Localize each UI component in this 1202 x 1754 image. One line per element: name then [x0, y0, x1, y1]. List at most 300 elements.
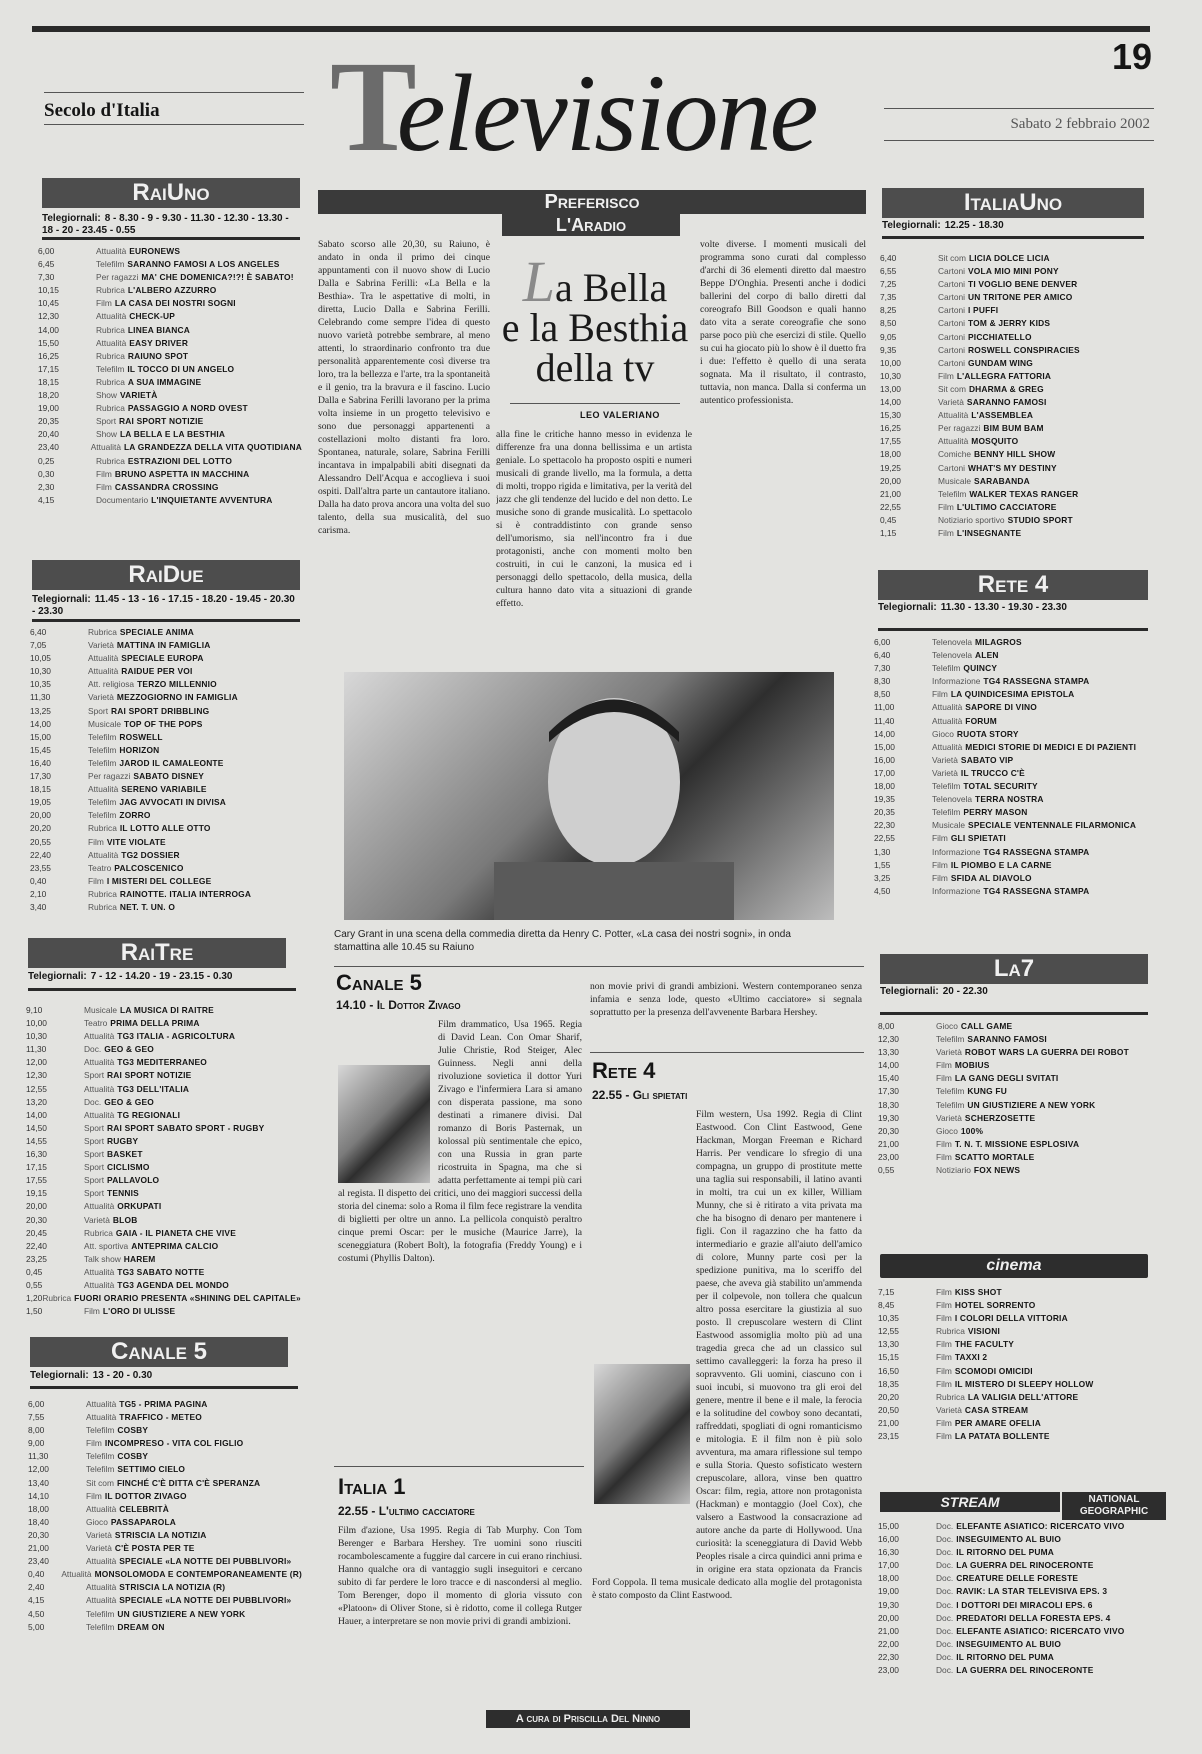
- schedule-genre: Telefilm: [88, 744, 117, 755]
- schedule-title: LA GANG DEGLI SVITATI: [954, 1073, 1059, 1084]
- schedule-genre: Attualità: [96, 311, 127, 322]
- schedule-time: 3,25: [874, 872, 891, 883]
- masthead-rule: [44, 92, 304, 93]
- schedule-row: [880, 488, 1152, 501]
- schedule-genre: Teatro: [84, 1018, 108, 1029]
- schedule-row: [26, 1069, 298, 1082]
- schedule-genre: Sport: [84, 1122, 105, 1133]
- schedule-row: [26, 1174, 298, 1187]
- schedule-time: 18,35: [878, 1378, 899, 1389]
- schedule-title: JAROD IL CAMALEONTE: [119, 757, 224, 768]
- schedule-genre: Cartoni: [938, 266, 965, 277]
- schedule-genre: Film: [936, 1339, 952, 1350]
- schedule-time: 19,35: [874, 794, 895, 805]
- schedule-title: SCOMODI OMICIDI: [954, 1365, 1033, 1376]
- schedule-title: SFIDA AL DIAVOLO: [950, 872, 1032, 883]
- schedule-title: TENNIS: [107, 1188, 139, 1199]
- schedule-genre: Attualità: [86, 1503, 117, 1514]
- schedule-genre: Attualità: [86, 1412, 117, 1423]
- schedule-genre: Attualità: [84, 1201, 115, 1212]
- divider: [878, 628, 1148, 631]
- schedule-row: [38, 415, 302, 428]
- schedule-row: [874, 754, 1152, 767]
- schedule-title: MONSOLOMODA E CONTEMPORANEAMENTE (R): [94, 1569, 302, 1580]
- schedule-time: 7,25: [880, 279, 897, 290]
- schedule-genre: Attualità: [84, 1266, 115, 1277]
- schedule-genre: Cartoni: [938, 331, 965, 342]
- schedule-row: [878, 1404, 1152, 1417]
- schedule-genre: Cartoni: [938, 292, 965, 303]
- schedule-time: 1,15: [880, 527, 897, 538]
- schedule-time: 8,45: [878, 1300, 895, 1311]
- schedule-title: L'ORO DI ULISSE: [102, 1306, 176, 1317]
- byline-rule: [510, 403, 680, 404]
- schedule-time: 12,30: [26, 1070, 47, 1081]
- schedule-title: TG3 MEDITERRANEO: [117, 1057, 208, 1068]
- schedule-title: SARANNO FAMOSI A LOS ANGELES: [127, 259, 280, 270]
- schedule-row: [30, 639, 302, 652]
- schedule-row: [874, 819, 1152, 832]
- schedule-title: TI VOGLIO BENE DENVER: [968, 279, 1078, 290]
- schedule-genre: Attualità: [938, 436, 969, 447]
- schedule-genre: Per ragazzi: [938, 423, 981, 434]
- schedule-row: [878, 1546, 1152, 1559]
- schedule-time: 20,20: [30, 823, 51, 834]
- schedule-time: 1,20: [26, 1293, 43, 1304]
- schedule-genre: Comiche: [938, 449, 972, 460]
- schedule-genre: Per ragazzi: [88, 771, 131, 782]
- schedule-time: 19,30: [878, 1112, 899, 1123]
- canale5-review-text: [338, 1018, 582, 1458]
- schedule-genre: Attualità: [84, 1279, 115, 1290]
- schedule-title: HORIZON: [119, 744, 160, 755]
- schedule-genre: Film: [932, 689, 948, 700]
- schedule-time: 17,15: [38, 363, 59, 374]
- schedule-time: 6,40: [880, 253, 897, 263]
- schedule-title: RAI SPORT SABATO SPORT - RUGBY: [107, 1122, 265, 1133]
- rete4-review-subtitle: 22.55 - Gli spietati: [592, 1088, 688, 1102]
- schedule-row: [874, 701, 1152, 714]
- schedule-title: INSEGUIMENTO AL BUIO: [956, 1638, 1062, 1649]
- schedule-title: GEO & GEO: [104, 1096, 154, 1107]
- tg-times-raidue: [32, 594, 300, 618]
- schedule-title: RAVIK: LA STAR TELEVISIVA EPS. 3: [956, 1586, 1108, 1597]
- schedule-genre: Attualità: [84, 1109, 115, 1120]
- schedule-title: PALLAVOLO: [107, 1175, 160, 1186]
- schedule-time: 12,00: [26, 1057, 47, 1068]
- schedule-title: TG3 ITALIA - AGRICOLTURA: [117, 1031, 236, 1042]
- page-number: 19: [1111, 36, 1152, 77]
- schedule-genre: Rubrica: [96, 324, 125, 335]
- masthead-rule: [44, 124, 304, 125]
- schedule-title: ALEN: [975, 650, 999, 661]
- schedule-time: 20,00: [878, 1612, 899, 1623]
- schedule-time: 7,35: [880, 292, 897, 303]
- schedule-time: 15,00: [874, 741, 895, 752]
- schedule-genre: Telefilm: [936, 1034, 965, 1045]
- schedule-row: [880, 409, 1152, 422]
- schedule-time: 12,55: [26, 1083, 47, 1094]
- schedule-time: 0,25: [38, 455, 55, 466]
- divider: [880, 1012, 1148, 1015]
- tg-times: 12.25 - 18.30: [944, 220, 1004, 231]
- schedule-row: [38, 337, 302, 350]
- divider: [32, 619, 300, 622]
- schedule-time: 15,00: [878, 1521, 899, 1531]
- schedule-time: 0,55: [878, 1165, 895, 1176]
- schedule-row: [38, 402, 302, 415]
- schedule-title: BRUNO ASPETTA IN MACCHINA: [114, 468, 250, 479]
- schedule-title: MOBIUS: [954, 1060, 990, 1071]
- schedule-title: ROBOT WARS LA GUERRA DEI ROBOT: [964, 1047, 1129, 1058]
- schedule-time: 4,15: [38, 494, 55, 505]
- schedule-time: 8,30: [874, 676, 891, 687]
- italia1-review-continuation: non movie privi di grandi ambizioni. Western contemporaneo senza infamia e senza lode, questo «Ultimo cacciatore» si segnala soprattutto per la presenza dell'avvenente Barbara Hershey.: [590, 981, 862, 1018]
- schedule-genre: Film: [84, 1306, 100, 1317]
- schedule-genre: Sport: [84, 1162, 105, 1173]
- schedule-genre: Doc.: [936, 1599, 954, 1610]
- schedule-time: 22,55: [874, 833, 895, 844]
- schedule-time: 5,00: [28, 1621, 45, 1632]
- schedule-time: 18,15: [38, 376, 59, 387]
- schedule-row: [26, 1135, 298, 1148]
- schedule-raidue: [30, 626, 302, 914]
- schedule-title: TG2 DOSSIER: [121, 849, 180, 860]
- schedule-genre: Film: [88, 875, 104, 886]
- schedule-genre: Attualità: [84, 1083, 115, 1094]
- schedule-time: 22,40: [26, 1240, 47, 1251]
- schedule-row: [38, 258, 302, 271]
- article-column-2: alla fine le critiche hanno messo in evidenza le differenze fra una donna bellissima e un artista geniale. Lo spettacolo ha proposto ospiti e numeri musicali di grande livello, ma la formula, a detta di molti, troppo rigida e limitativa, per la verità del jazz che gli tendenze del lucido e del non detto. Le musiche sono di grande musicalità. Lo spettacolo si è contraddistinto con grande senso dell'umorismo, sia nell'incontro fra i due protagonisti, anche con momenti molto ben costruiti, in cui le canzoni, la musica ed i personaggi dello spettacolo, della musica, della cultura hanno dato vita a situazioni di grande effetto.: [496, 429, 692, 609]
- schedule-title: PASSAGGIO A NORD OVEST: [127, 403, 248, 414]
- headline-line3: della tv: [535, 345, 655, 390]
- schedule-title: L'ALLEGRA FATTORIA: [956, 370, 1052, 381]
- schedule-time: 7,05: [30, 640, 47, 651]
- schedule-row: [26, 1200, 298, 1213]
- section-title-initial: T: [330, 35, 415, 179]
- schedule-title: VARIETÀ: [119, 390, 158, 401]
- schedule-genre: Film: [932, 833, 948, 844]
- schedule-genre: Rubrica: [96, 350, 125, 361]
- schedule-title: CICLISMO: [107, 1162, 150, 1173]
- schedule-genre: Attualità: [88, 849, 119, 860]
- schedule-row: [874, 636, 1152, 649]
- schedule-row: [28, 1516, 302, 1529]
- schedule-genre: Doc.: [936, 1521, 954, 1531]
- schedule-genre: Doc.: [936, 1625, 954, 1636]
- schedule-time: 16,25: [38, 350, 59, 361]
- schedule-time: 6,00: [874, 637, 891, 647]
- schedule-row: [26, 1056, 298, 1069]
- schedule-genre: Attualità: [90, 442, 121, 453]
- schedule-row: [30, 678, 302, 691]
- schedule-row: [878, 1125, 1152, 1138]
- divider: [334, 966, 864, 967]
- schedule-title: VOLA MIO MINI PONY: [968, 266, 1059, 277]
- schedule-italiauno: [880, 252, 1152, 540]
- schedule-genre: Notiziario sportivo: [938, 514, 1005, 525]
- schedule-title: EASY DRIVER: [129, 337, 189, 348]
- divider: [30, 1386, 298, 1389]
- schedule-genre: Attualità: [96, 337, 127, 348]
- schedule-row: [880, 331, 1152, 344]
- schedule-time: 22,55: [880, 501, 901, 512]
- schedule-time: 2,30: [38, 481, 55, 492]
- schedule-genre: Sit com: [938, 383, 966, 394]
- schedule-title: CASSANDRA CROSSING: [114, 481, 219, 492]
- photo-caption: Cary Grant in una scena della commedia diretta da Henry C. Potter, «La casa dei nostri sogni», in onda stamattina alle 10.45 su Raiuno: [334, 929, 791, 953]
- schedule-rete4: [874, 636, 1152, 898]
- schedule-time: 14,10: [28, 1490, 49, 1501]
- schedule-row: [38, 324, 302, 337]
- schedule-time: 13,30: [878, 1047, 899, 1058]
- schedule-genre: Show: [96, 390, 117, 401]
- schedule-genre: Doc.: [84, 1044, 102, 1055]
- schedule-row: [874, 649, 1152, 662]
- schedule-title: RAI SPORT NOTIZIE: [119, 416, 204, 427]
- schedule-genre: Film: [936, 1060, 952, 1071]
- schedule-title: SARANNO FAMOSI: [967, 1034, 1047, 1045]
- schedule-genre: Teatro: [88, 862, 112, 873]
- schedule-row: [878, 1299, 1152, 1312]
- schedule-title: LA GRANDEZZA DELLA VITA QUOTIDIANA: [123, 442, 302, 453]
- schedule-genre: Varietà: [932, 754, 958, 765]
- schedule-row: [874, 741, 1152, 754]
- schedule-title: WALKER TEXAS RANGER: [969, 488, 1079, 499]
- schedule-title: IL MISTERO DI SLEEPY HOLLOW: [954, 1378, 1094, 1389]
- schedule-time: 14,50: [26, 1122, 47, 1133]
- schedule-time: 20,20: [878, 1391, 899, 1402]
- schedule-row: [26, 1109, 298, 1122]
- schedule-genre: Film: [86, 1438, 102, 1449]
- schedule-row: [38, 441, 302, 454]
- schedule-title: THE FACULTY: [954, 1339, 1015, 1350]
- schedule-title: LA PATATA BOLLENTE: [954, 1431, 1050, 1442]
- schedule-genre: Film: [938, 370, 954, 381]
- schedule-title: SAPORE DI VINO: [965, 702, 1037, 713]
- schedule-row: [878, 1612, 1152, 1625]
- schedule-genre: Rubrica: [96, 403, 125, 414]
- schedule-row: [878, 1338, 1152, 1351]
- schedule-genre: Film: [936, 1378, 952, 1389]
- schedule-genre: Per ragazzi: [96, 272, 139, 283]
- schedule-title: TG3 SABATO NOTTE: [117, 1266, 205, 1277]
- schedule-time: 1,30: [874, 846, 891, 857]
- schedule-row: [878, 1312, 1152, 1325]
- schedule-title: 100%: [960, 1125, 984, 1136]
- canale5-review-body: Film drammatico, Usa 1965. Regia di David Lean. Con Omar Sharif, Julie Christie, Rod Steiger, Alec Guinness. Negli anni della rivoluzione sovietica il dottor Yuri Zivago e l'infermiera Lara si amano con disperata passione, ma sono destinati a rimanere divisi. Dal romanzo di Boris Pasternak, un kolossal più sentimentale che epico, con una Russia in gran parte ricostruita in Spagna, ma che si adatta perfettamente ai tempi più cari al regista. Il dispetto dei critici, uno dei maggiori successi della storia del cinema: solo a Roma il film fece registrare la vendita di biglietti per oltre un anno. La pellicola conquistò peraltro cinque premi Oscar: per le musiche (Maurice Jarre), la sceneggiatura (Robert Bolt), la fotografia (Freddy Young) e i costumi (Phyllis Dalton).: [338, 1019, 582, 1264]
- schedule-title: ROSWELL CONSPIRACIES: [968, 344, 1080, 355]
- canale5-review-subtitle: 14.10 - Il Dottor Zivago: [336, 998, 461, 1012]
- schedule-time: 6,40: [30, 627, 47, 637]
- schedule-raitre: [26, 1004, 301, 1318]
- schedule-genre: Film: [932, 859, 948, 870]
- schedule-time: 23,40: [38, 442, 59, 453]
- schedule-title: JAG AVVOCATI IN DIVISA: [119, 797, 227, 808]
- schedule-genre: Film: [936, 1313, 952, 1324]
- schedule-time: 13,20: [26, 1096, 47, 1107]
- schedule-title: I DOTTORI DEI MIRACOLI EPS. 6: [956, 1599, 1093, 1610]
- schedule-genre: Telenovela: [932, 650, 973, 661]
- schedule-row: [30, 757, 302, 770]
- italia1-review-title: Italia 1: [338, 1474, 406, 1499]
- schedule-genre: Film: [936, 1365, 952, 1376]
- schedule-time: 7,30: [38, 272, 55, 283]
- schedule-genre: Rubrica: [936, 1326, 965, 1337]
- schedule-row: [28, 1477, 302, 1490]
- schedule-title: SPECIALE VENTENNALE FILARMONICA: [968, 820, 1137, 831]
- schedule-time: 12,00: [28, 1464, 49, 1475]
- article-column-3: volte diverse. I momenti musicali del programma sono curati dal complesso d'archi di 36 elementi diretto dal maestro Beppe D'Onghia. Presenti anche i dodici ballerini del corpo di ballo diretti dal coreografo Bill Goodson e quali hanno dato vita a serate coreografie che sono parse poco più che esercizi di stile. Quello su cui ha giocato più lo show è il duetto fra i due: l'effetto è quello di una serata sognata. Ma il risultato, il contrasto, tuttavia, non manca. Dalla si conferma un autentico professionista.: [700, 239, 866, 406]
- schedule-genre: Rubrica: [96, 285, 125, 296]
- schedule-genre: Attualità: [96, 246, 127, 256]
- schedule-row: [26, 1043, 298, 1056]
- schedule-time: 1,50: [26, 1306, 43, 1317]
- schedule-row: [880, 501, 1152, 514]
- schedule-row: [878, 1599, 1152, 1612]
- schedule-genre: Telefilm: [88, 757, 117, 768]
- schedule-title: DREAM ON: [117, 1621, 165, 1632]
- schedule-title: SPECIALE ANIMA: [119, 627, 195, 637]
- schedule-title: FOX NEWS: [973, 1165, 1021, 1176]
- schedule-title: CASA STREAM: [964, 1404, 1029, 1415]
- schedule-title: GEO & GEO: [104, 1044, 154, 1055]
- schedule-genre: Rubrica: [84, 1227, 113, 1238]
- schedule-title: STUDIO SPORT: [1007, 514, 1073, 525]
- schedule-genre: Film: [932, 872, 948, 883]
- schedule-time: 10,30: [880, 370, 901, 381]
- schedule-row: [38, 284, 302, 297]
- schedule-genre: Telefilm: [86, 1464, 115, 1475]
- schedule-genre: Telefilm: [86, 1608, 115, 1619]
- schedule-time: 3,40: [30, 901, 47, 912]
- schedule-natgeo: [878, 1520, 1152, 1677]
- schedule-row: [878, 1391, 1152, 1404]
- schedule-time: 11,00: [874, 702, 895, 713]
- schedule-genre: Sport: [84, 1188, 105, 1199]
- schedule-row: [878, 1085, 1152, 1098]
- schedule-title: PICCHIATELLO: [968, 331, 1032, 342]
- schedule-genre: Cartoni: [938, 344, 965, 355]
- schedule-row: [30, 888, 302, 901]
- schedule-time: 21,00: [28, 1543, 49, 1554]
- schedule-time: 18,20: [38, 390, 59, 401]
- schedule-row: [30, 849, 302, 862]
- schedule-row: [26, 1279, 298, 1292]
- schedule-title: MEDICI STORIE DI MEDICI E DI PAZIENTI: [965, 741, 1137, 752]
- schedule-genre: Documentario: [96, 494, 149, 505]
- schedule-title: ANTEPRIMA CALCIO: [131, 1240, 219, 1251]
- schedule-time: 20,30: [26, 1214, 47, 1225]
- schedule-time: 16,40: [30, 757, 51, 768]
- schedule-title: TAXXI 2: [954, 1352, 988, 1363]
- schedule-genre: Sport: [84, 1175, 105, 1186]
- schedule-row: [878, 1059, 1152, 1072]
- schedule-genre: Film: [88, 836, 104, 847]
- schedule-row: [878, 1112, 1152, 1125]
- schedule-title: I MISTERI DEL COLLEGE: [106, 875, 212, 886]
- schedule-title: TRAFFICO - METEO: [119, 1412, 203, 1423]
- schedule-time: 17,00: [878, 1560, 899, 1571]
- schedule-time: 20,50: [878, 1404, 899, 1415]
- schedule-row: [28, 1542, 302, 1555]
- schedule-row: [26, 1083, 298, 1096]
- schedule-title: T. N. T. MISSIONE ESPLOSIVA: [954, 1138, 1080, 1149]
- schedule-row: [26, 1240, 298, 1253]
- rete4-review-text: [592, 1108, 862, 1700]
- schedule-row: [880, 462, 1152, 475]
- schedule-time: 0,45: [880, 514, 897, 525]
- schedule-time: 12,55: [878, 1326, 899, 1337]
- schedule-title: DHARMA & GREG: [968, 383, 1044, 394]
- byline: LEO VALERIANO: [580, 410, 660, 420]
- schedule-time: 10,35: [30, 679, 51, 690]
- schedule-genre: Att. religiosa: [88, 679, 135, 690]
- schedule-title: SPECIALE EUROPA: [121, 653, 204, 664]
- schedule-title: FORUM: [965, 715, 997, 726]
- schedule-row: [28, 1529, 302, 1542]
- schedule-genre: Doc.: [936, 1638, 954, 1649]
- schedule-time: 14,55: [26, 1135, 47, 1146]
- schedule-title: HOTEL SORRENTO: [954, 1300, 1036, 1311]
- schedule-row: [28, 1450, 302, 1463]
- schedule-row: [30, 783, 302, 796]
- schedule-time: 12,30: [878, 1034, 899, 1045]
- schedule-row: [28, 1424, 302, 1437]
- channel-header-la7: La7: [880, 954, 1148, 984]
- schedule-genre: Rubrica: [88, 901, 117, 912]
- schedule-genre: Attualità: [86, 1399, 117, 1409]
- schedule-row: [38, 297, 302, 310]
- schedule-time: 14,00: [874, 728, 895, 739]
- schedule-time: 10,45: [38, 298, 59, 309]
- schedule-genre: Film: [936, 1431, 952, 1442]
- schedule-time: 8,00: [878, 1021, 895, 1031]
- schedule-time: 4,50: [28, 1608, 45, 1619]
- schedule-title: SABATO VIP: [960, 754, 1014, 765]
- schedule-row: [874, 767, 1152, 780]
- schedule-title: A SUA IMMAGINE: [127, 376, 202, 387]
- schedule-genre: Doc.: [936, 1586, 954, 1597]
- schedule-row: [30, 770, 302, 783]
- schedule-title: TERRA NOSTRA: [975, 794, 1044, 805]
- schedule-title: IL DOTTOR ZIVAGO: [104, 1490, 187, 1501]
- schedule-title: HAREM: [123, 1253, 156, 1264]
- schedule-genre: Sit com: [938, 253, 966, 263]
- schedule-title: RUGBY: [107, 1135, 139, 1146]
- schedule-title: NET. T. UN. O: [119, 901, 176, 912]
- schedule-genre: Attualità: [932, 702, 963, 713]
- schedule-time: 11,30: [30, 692, 51, 703]
- schedule-row: [880, 435, 1152, 448]
- schedule-genre: Informazione: [932, 676, 981, 687]
- schedule-time: 12,30: [38, 311, 59, 322]
- schedule-title: GUNDAM WING: [968, 357, 1034, 368]
- schedule-row: [880, 265, 1152, 278]
- schedule-title: TG5 - PRIMA PAGINA: [119, 1399, 208, 1409]
- channel-header-raidue: RaiDue: [32, 560, 300, 590]
- schedule-time: 18,00: [878, 1573, 899, 1584]
- schedule-time: 6,45: [38, 259, 55, 270]
- schedule-time: 17,55: [26, 1175, 47, 1186]
- schedule-genre: Doc.: [936, 1547, 954, 1558]
- schedule-time: 15,30: [880, 410, 901, 421]
- schedule-title: I PUFFI: [968, 305, 999, 316]
- schedule-title: ORKUPATI: [117, 1201, 162, 1212]
- schedule-time: 20,55: [30, 836, 51, 847]
- schedule-title: IL RITORNO DEL PUMA: [956, 1547, 1055, 1558]
- schedule-genre: Attualità: [61, 1569, 92, 1580]
